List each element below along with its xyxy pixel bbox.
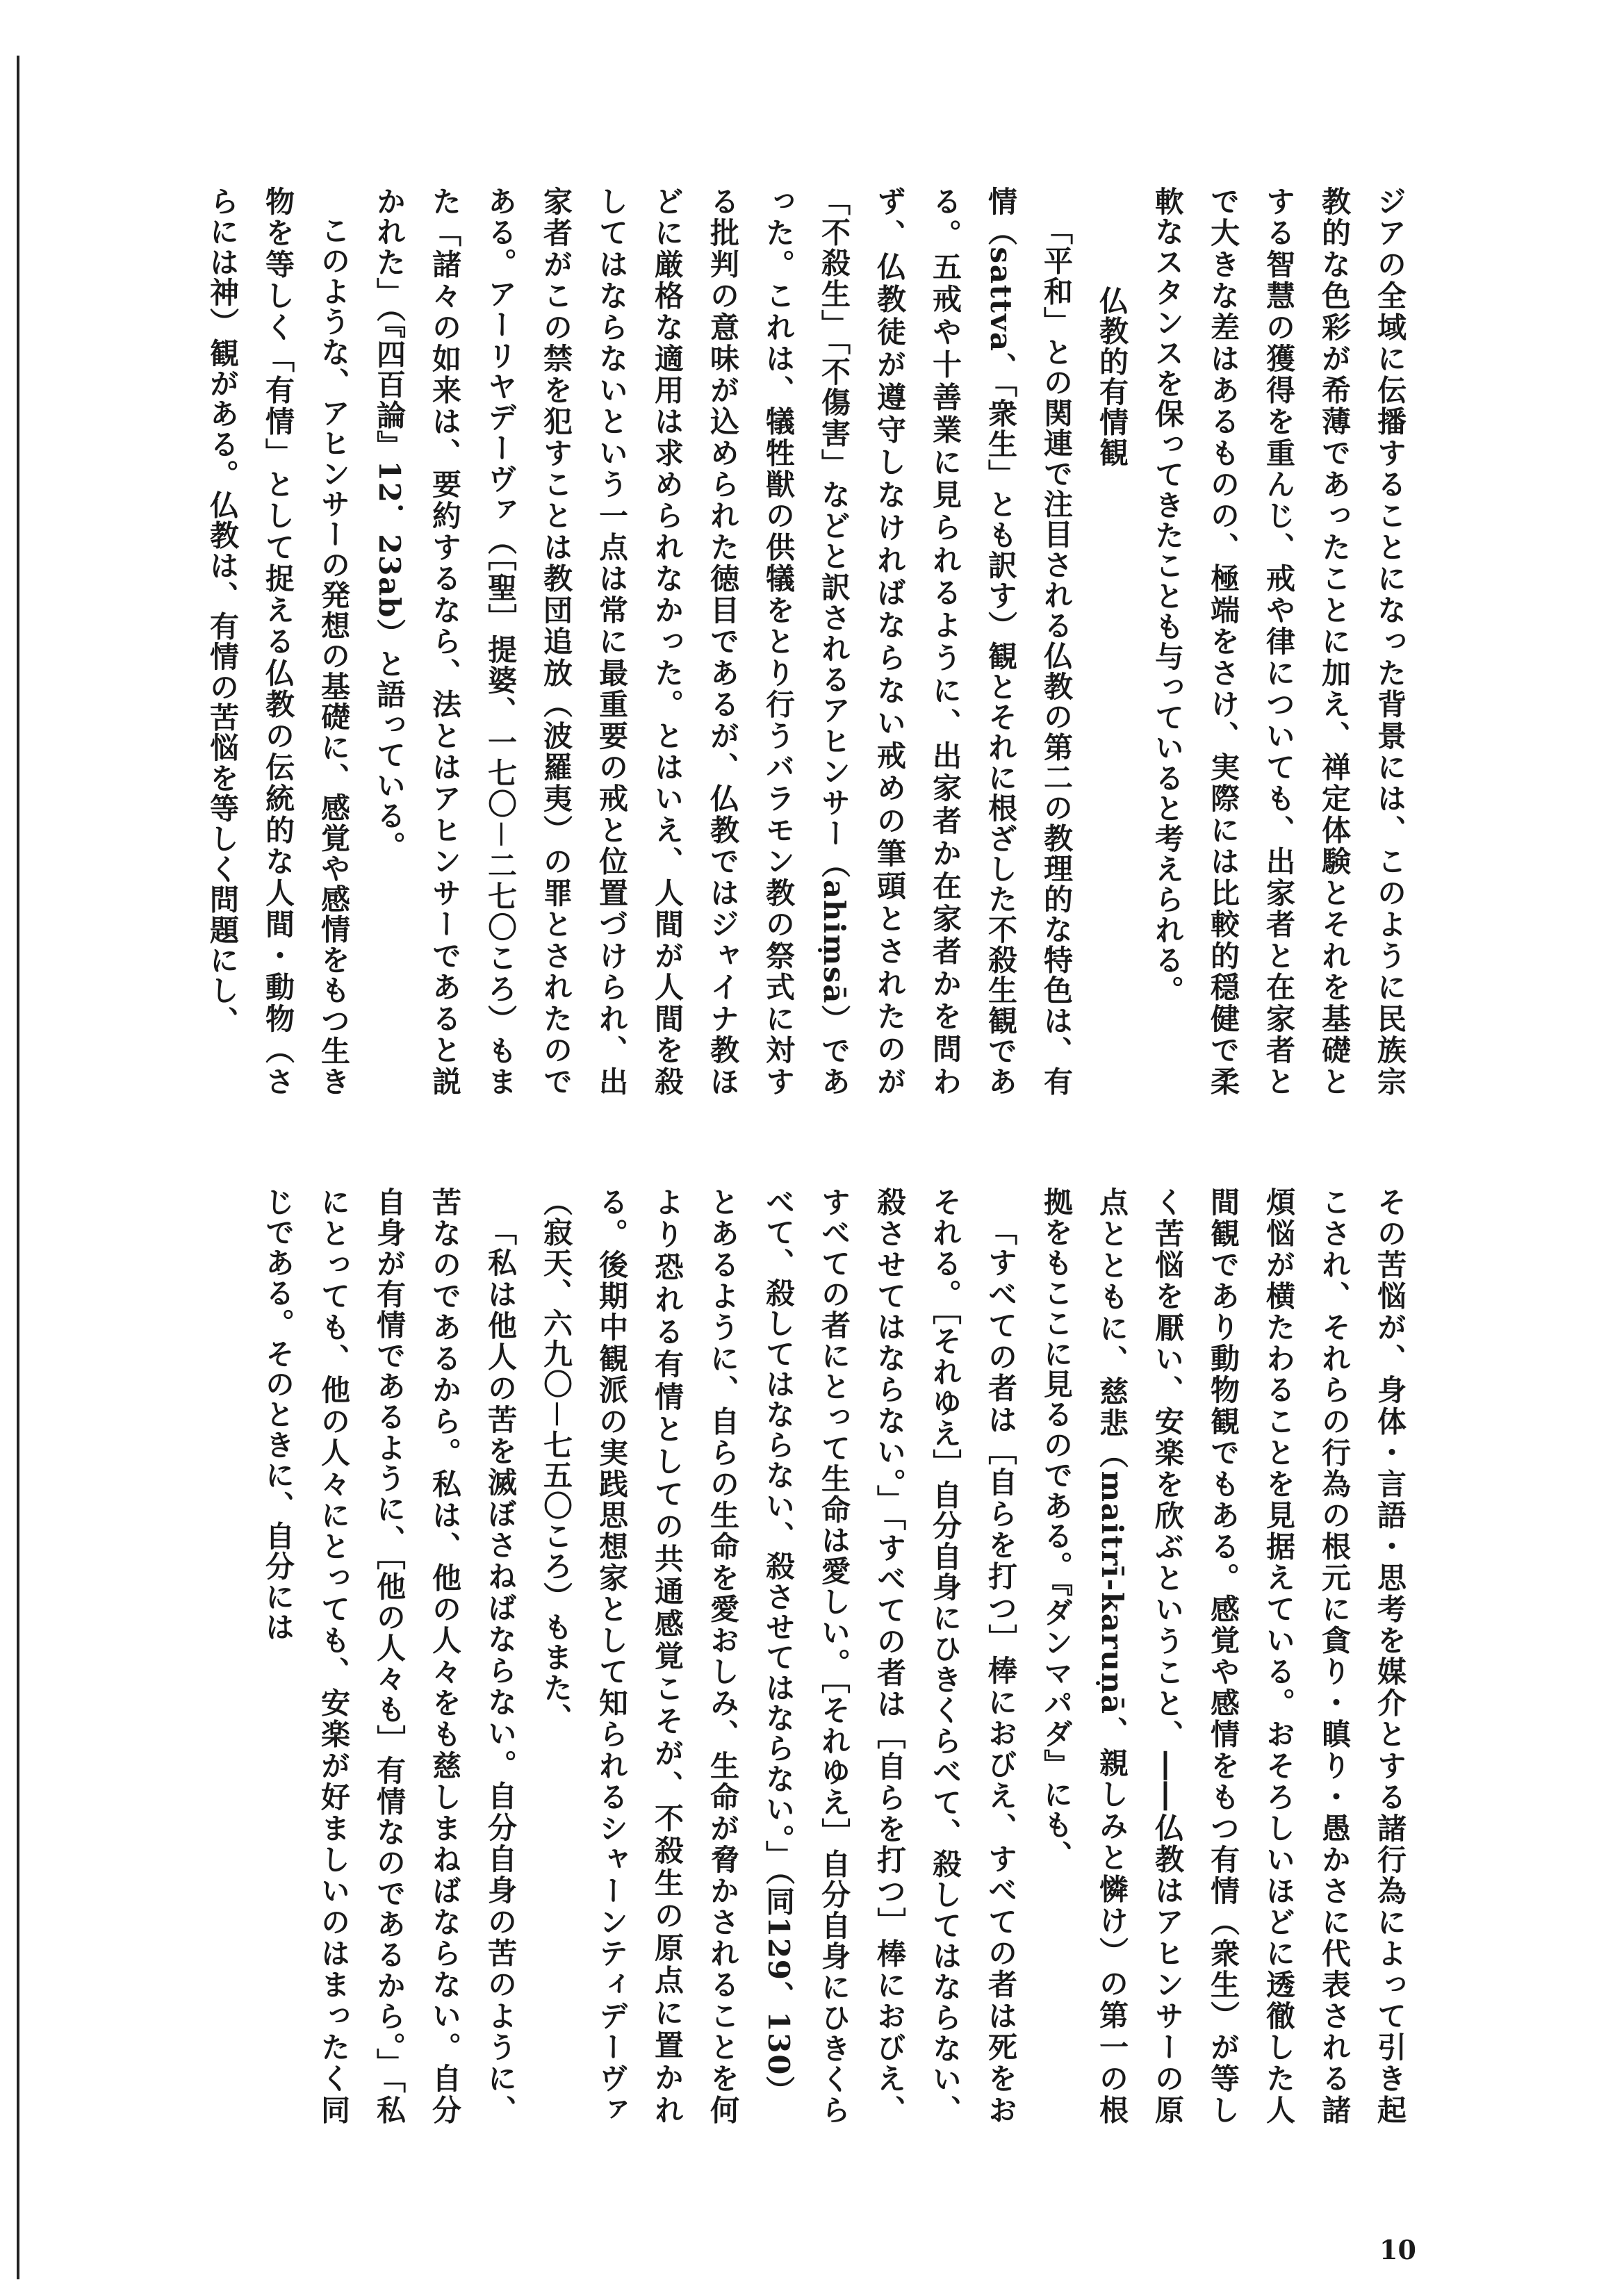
- paragraph: とあるように、自らの生命を愛おしみ、生命が脅かされることを何より恐れる有情としての共通感覚こそが、不殺生の原点に置かれる。後期中観派の実践思想家として知られるシャーンティデーヴァ（寂天、六九〇－七五〇ころ）もまた、: [539, 1187, 740, 2125]
- paragraph: ジアの全域に伝播することになった背景には、このように民族宗教的な色彩が希薄であったことに加え、禅定体験とそれを基礎とする智慧の獲得を重んじ、戒や律についても、出家者と在家者とで大きな差はあるものの、極端をさけ、実際には比較的穏健で柔軟なスタンスを保ってきたことも与っていると考えられる。: [1151, 186, 1407, 1097]
- quote-paragraph: 「すべての者は［自らを打つ］棒におびえ、すべての者は死をおそれる。［それゆえ］自分自身にひきくらべて、殺してはならない、殺させてはならない。」「すべての者は［自らを打つ］棒におびえ、すべての者にとって生命は愛しい。［それゆえ］自分自身にひきくらべて、殺してはならない、殺させてはならない。」（同129、130）: [762, 1187, 1018, 2125]
- lower-text-block: [261, 1187, 1418, 2125]
- upper-text-block: [206, 186, 1418, 1097]
- page-number: 10: [1379, 2234, 1416, 2265]
- section-heading: 仏教的有情観: [1095, 285, 1129, 468]
- paragraph: 「平和」との関連で注目される仏教の第二の教理的な特色は、有情（sattva、「衆生」とも訳す）観とそれに根ざした不殺生観である。五戒や十善業に見られるように、出家者か在家者かを問わず、仏教徒が遵守しなければならない戒めの筆頭とされたのが「不殺生」「不傷害」などと訳されるアヒンサー（ahiṃsā）であった。これは、犠牲獣の供犠をとり行うバラモン教の祭式に対する批判の意味が込められた徳目であるが、仏教ではジャイナ教ほどに厳格な適用は求められなかった。とはいえ、人間が人間を殺してはならないという一点は常に最重要の戒と位置づけられ、出家者がこの禁を犯すことは教団追放（波羅夷）の罪とされたのである。アーリヤデーヴァ（［聖］提婆、一七〇－二七〇ころ）もまた「諸々の如来は、要約するなら、法とはアヒンサーであると説かれた」（『四百論』12．23ab）と語っている。: [372, 186, 1074, 1097]
- paragraph: このような、アヒンサーの発想の基礎に、感覚や感情をもつ生き物を等しく「有情」として捉える仏教の伝統的な人間・動物（さらには神）観がある。仏教は、有情の苦悩を等しく問題にし、: [206, 186, 351, 1097]
- margin-rule: [17, 56, 19, 2279]
- paragraph: その苦悩が、身体・言語・思考を媒介とする諸行為によって引き起こされ、それらの行為の根元に貪り・瞋り・愚かさに代表される諸煩悩が横たわることを見据えている。おそろしいほどに透徹した人間観であり動物観でもある。感覚や感情をもつ有情（衆生）が等しく苦悩を厭い、安楽を欣ぶということ、――仏教はアヒンサーの原点とともに、慈悲（maitrī-karuṇā、親しみと憐け）の第一の根拠をもここに見るのである。『ダンマパダ』にも、: [1040, 1187, 1407, 2125]
- quote-paragraph: 「私は他人の苦を滅ぼさねばならない。自分自身の苦のように、苦なのであるから。私は、他の人々をも慈しまねばならない。自分自身が有情であるように、［他の人々も］有情なのであるから。」「私にとっても、他の人々にとっても、安楽が好ましいのはまったく同じである。そのときに、自分には: [261, 1187, 518, 2125]
